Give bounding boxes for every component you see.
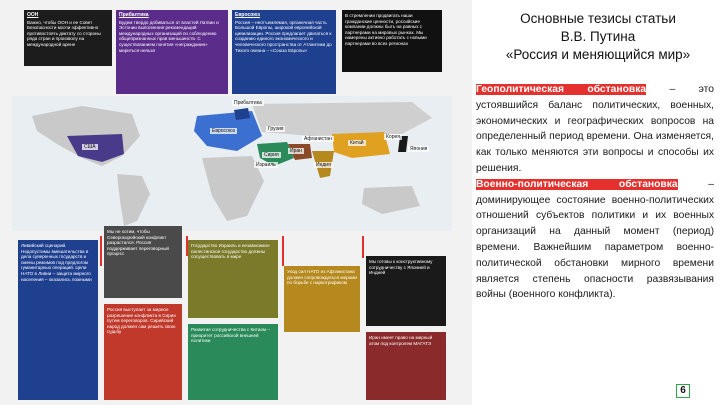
connector-line bbox=[100, 236, 102, 266]
info-box-afghanistan bbox=[284, 266, 360, 332]
map-label: Сирия bbox=[264, 152, 279, 158]
info-box-china bbox=[188, 324, 278, 400]
map-label: Китай bbox=[350, 140, 364, 146]
info-box-iran bbox=[366, 332, 446, 400]
world-map-svg bbox=[12, 96, 452, 231]
map-label: Афганистан bbox=[304, 136, 332, 142]
title-line: Основные тезисы статьи bbox=[520, 11, 676, 26]
info-box-text: Государство Израиль и независимое палестинское государство должны сосуществовать в мире bbox=[191, 243, 270, 260]
info-box-text: Важно, чтобы ООН и ее Совет Безопасности могли эффективно противостоять диктату со стороны ряда стран и произволу на международной арене bbox=[27, 19, 101, 47]
info-box-text: Россия выступает за мирное разрешение конфликта в Сирии путем переговоров. Сирийский народ должен сам решить свою судьбу bbox=[107, 307, 176, 335]
info-box-syria bbox=[104, 304, 182, 400]
world-map bbox=[12, 96, 452, 231]
slide-title bbox=[482, 10, 714, 64]
info-box-israel bbox=[188, 240, 278, 318]
info-box-libya bbox=[18, 240, 98, 400]
map-label: Япония bbox=[410, 146, 428, 152]
page-number: 6 bbox=[676, 384, 690, 398]
info-box-trade bbox=[342, 10, 442, 72]
info-box-title: ООН bbox=[27, 12, 39, 18]
info-box-title: Прибалтика bbox=[119, 12, 149, 18]
info-box-text: Ливийский сценарий. Недопустимы вмешательства в дела суверенных государств и смены режимов под предлогом гуманитарных операций. Цели НАТО в Ливии – защита мирного населения – оказались ложными bbox=[21, 243, 92, 282]
info-box-text: Россия – неотъемлемая, органичная часть Большой Европы, широкой европейской цивилизации. Россия предлагает двигаться к созданию единого экономического и человеческого пространства от Атлантики до Тихого океана – «Союза Европы» bbox=[235, 19, 332, 53]
info-box-text: Будем твердо добиваться от властей Латвии и Эстонии выполнения рекомендаций международных организаций по соблюдению общепризнанных прав меньшинств. С существованием понятия «негражданин» мириться нельзя bbox=[119, 19, 219, 53]
map-label: Израиль bbox=[256, 162, 276, 168]
map-label: Корея bbox=[386, 134, 400, 140]
map-label: Индия bbox=[316, 162, 331, 168]
definition-geopolitical: – это устоявшийся баланс политических, военных, экономических и географических вопросов на определенный период времени. Она изменяется, как только меняются эти вопросы и способы их решения. bbox=[476, 84, 714, 174]
info-box-eu bbox=[232, 10, 336, 94]
info-box-text: Мы не хотим, чтобы Северокорейский конфликт разрастался. Россия поддерживает переговорный процесс bbox=[107, 229, 169, 257]
info-box-text: Развитие сотрудничества с Китаем – приоритет российской внешней политики bbox=[191, 327, 270, 344]
connector-line bbox=[362, 236, 364, 258]
connector-line bbox=[282, 236, 284, 266]
definition-military-political: – доминирующее состояние военно-политических отношений субъектов политики и их военных организаций на данный момент (период) времени. Важнейшим параметром военно-политической обстановки мирного времени является степень опасности развязывания войны (военного конфликта). bbox=[476, 178, 714, 301]
info-box-korea bbox=[104, 226, 182, 298]
australia-shape bbox=[362, 186, 420, 214]
title-line: «Россия и меняющийся мир» bbox=[505, 47, 691, 62]
map-label: Иран bbox=[290, 148, 302, 154]
south-america-shape bbox=[117, 174, 150, 226]
term-geopolitical: Геополитическая обстановка bbox=[476, 84, 647, 95]
map-label: Грузия bbox=[268, 126, 284, 132]
baltic-shape bbox=[234, 108, 250, 120]
info-box-text: Уход сил НАТО из Афганистана должен сопровождаться мерами по борьбе с наркотрафиком bbox=[287, 269, 357, 286]
info-box-japan-india bbox=[366, 256, 446, 326]
info-box-text: Иран имеет право на мирный атом под контролем МАГАТЭ bbox=[369, 335, 433, 346]
term-military-political: Военно-политическая обстановка bbox=[476, 178, 678, 190]
info-box-un bbox=[24, 10, 112, 66]
map-label: Евросоюз bbox=[212, 128, 235, 134]
info-box-baltic bbox=[116, 10, 228, 94]
map-label: США bbox=[84, 144, 96, 150]
title-line: В.В. Путина bbox=[560, 29, 636, 44]
info-box-title: Евросоюз bbox=[235, 12, 261, 18]
info-box-text: В стремлении продвигать наши гражданские ценности, российские компании должны быть на равных с партнерами на мировых рынках. Мы намерены активно работать с новыми партнерами во всех регионах bbox=[345, 13, 427, 46]
map-label: Прибалтика bbox=[234, 100, 262, 106]
info-box-text: Мы готовы к конструктивному сотрудничеству с Японией и Индией bbox=[369, 259, 433, 276]
slide-body bbox=[476, 82, 714, 303]
